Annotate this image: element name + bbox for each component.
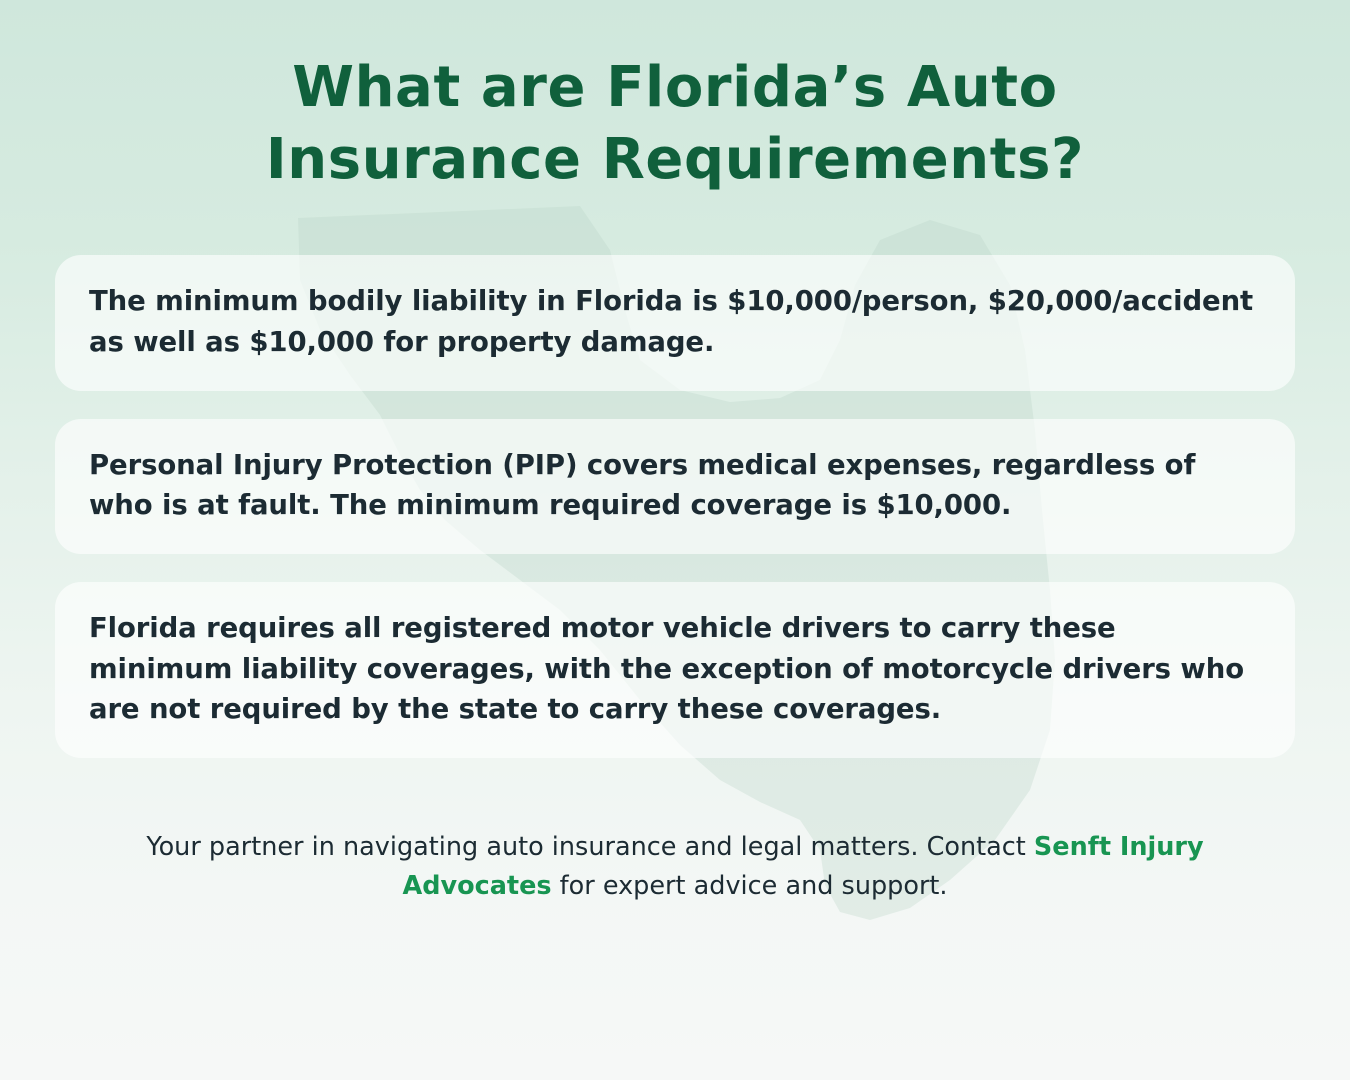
brand-name: Senft Injury Advocates [402, 832, 1204, 901]
fact-card-text: Personal Injury Protection (PIP) covers medical expenses, regardless of who is at fault. The minimum required coverage is $10,000. [89, 448, 1196, 522]
page-title: What are Florida’s Auto Insurance Requirements? [265, 55, 1085, 192]
footer-lead-text: Your partner in navigating auto insurance and legal matters. Contact [146, 832, 1034, 863]
fact-card [55, 582, 1295, 758]
fact-card-list [55, 255, 1295, 758]
fact-card-text: The minimum bodily liability in Florida is $10,000/person, $20,000/accident as well as $10,000 for property damage. [89, 285, 1254, 359]
footer-note [145, 828, 1205, 906]
fact-card [55, 255, 1295, 390]
fact-card-text: Florida requires all registered motor vehicle drivers to carry these minimum liability coverages, with the exception of motorcycle drivers who are not required by the state to carry these coverages. [89, 612, 1244, 726]
fact-card [55, 419, 1295, 554]
footer-tail-text: for expert advice and support. [551, 870, 948, 901]
